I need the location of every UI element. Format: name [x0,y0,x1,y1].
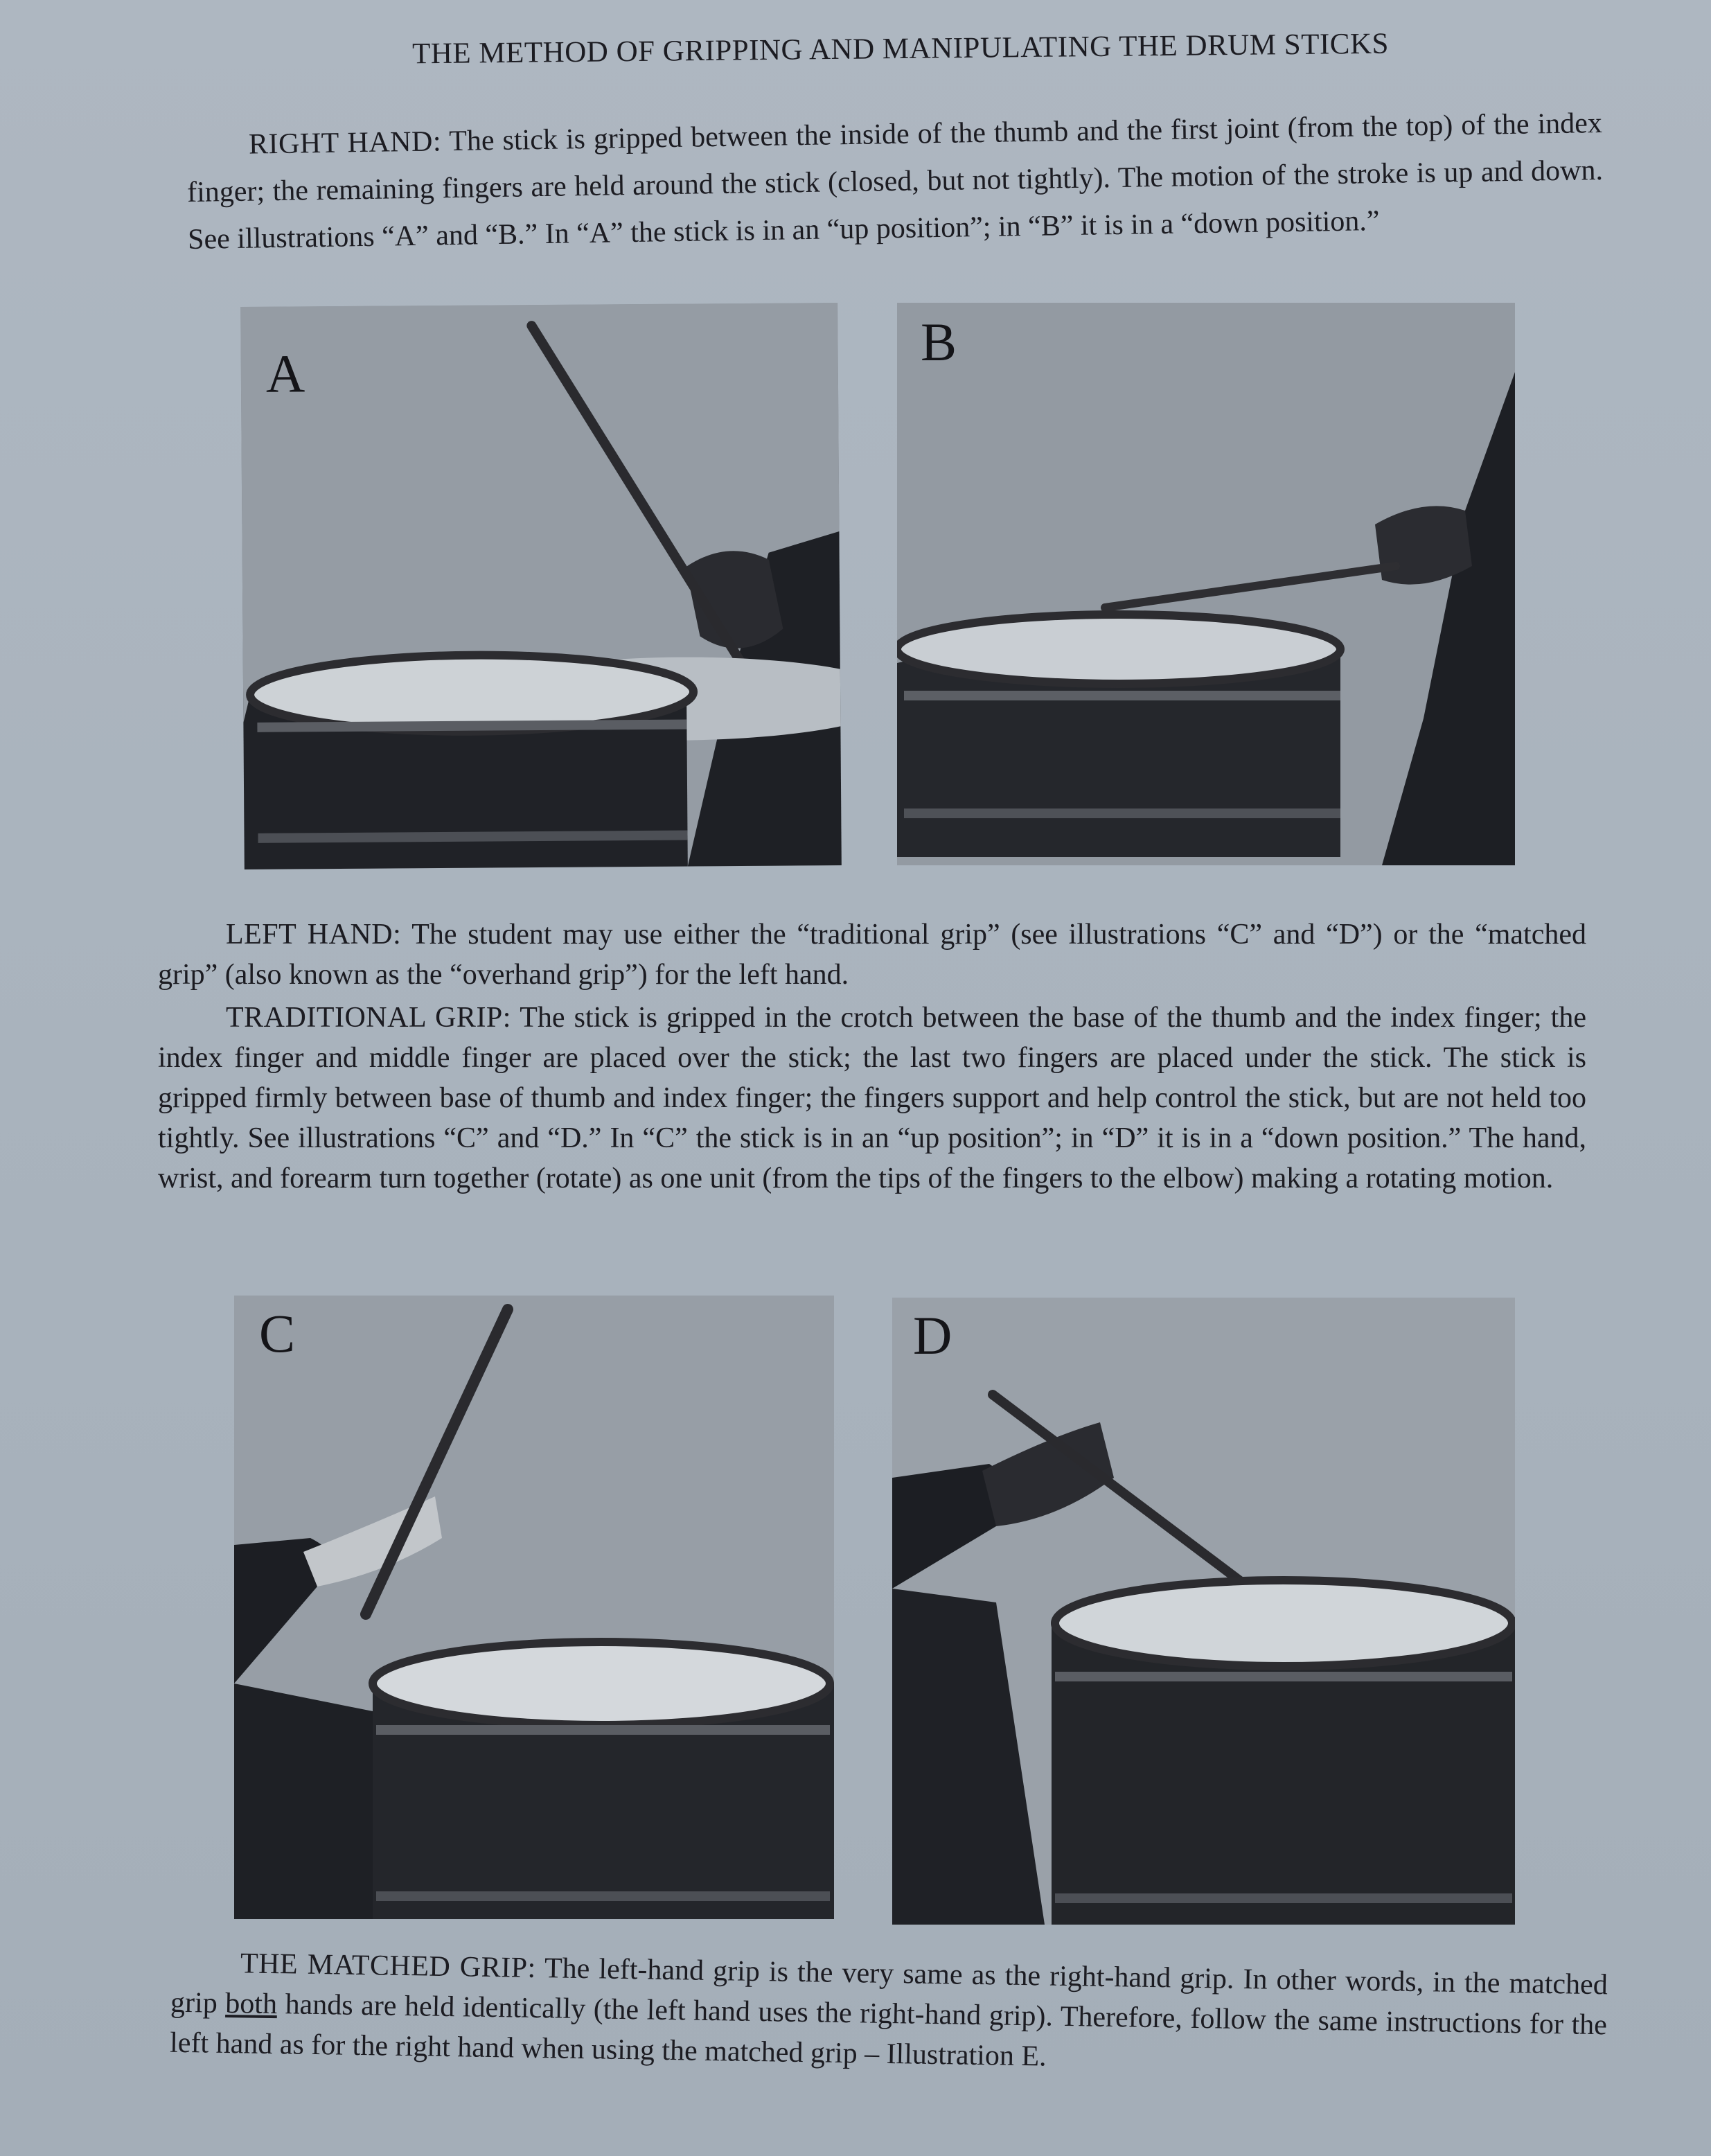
matched-grip-text-before: The left-hand grip is the very same as the right-hand grip. In other words, in the matched grip [170,1952,1608,2020]
matched-grip-heading: THE MATCHED GRIP: [240,1947,537,1984]
right-hand-text: The stick is gripped between the inside of the thumb and the first joint (from the top) of the index finger; the remaining fingers are held around the stick (closed, but not tightly). The motion of the stroke is up and down. See illustrations “A” and “B.” In “A” the stick is in an “up position”; in “B” it is in a “down position.” [186,107,1604,256]
illustration-d-photo [892,1298,1515,1925]
left-hand-heading: LEFT HAND: [226,919,402,951]
page-title: THE METHOD OF GRIPPING AND MANIPULATING THE DRUM STICKS [411,27,1390,71]
illustration-a-photo [240,303,842,869]
traditional-grip-heading: TRADITIONAL GRIP: [226,1002,511,1034]
matched-grip-emphasis: both [225,1987,278,2021]
drum-stick-down-icon [897,303,1515,865]
matched-grip-paragraph [170,1943,1608,2086]
drum-stick-up-icon [240,303,842,869]
matched-grip-text-after: hands are held identically (the left hand uses the right-hand grip). Therefore, follow the same instructions for the left hand as for the right hand when using the matched grip – Illustration E. [169,1988,1608,2073]
drum-traditional-stick-down-icon [892,1298,1515,1925]
illustration-b-label: B [921,312,957,372]
traditional-grip-paragraph [158,998,1586,1199]
illustration-a-label: A [265,343,305,404]
drum-traditional-stick-up-icon [234,1296,834,1919]
right-hand-heading: RIGHT HAND: [248,125,442,161]
traditional-grip-text: The stick is gripped in the crotch between the base of the thumb and the index finger; the index finger and middle finger are placed over the stick; the last two fingers are placed under the stick. The stick is gripped firmly between base of thumb and index finger; the fingers support and help control the stick, but are not held too tightly. See illustrations “C” and “D.” In “C” the stick is in an “up position”; in “D” it is in a “down position.” The hand, wrist, and forearm turn together (rotate) as one unit (from the tips of the fingers to the elbow) making a rotating motion. [158,1002,1586,1194]
left-hand-text: The student may use either the “traditional grip” (see illustrations “C” and “D”) or the “matched grip” (also known as the “overhand grip”) for the left hand. [158,919,1586,991]
illustration-d-label: D [913,1305,952,1366]
illustration-c-photo [234,1296,834,1919]
illustration-b-photo [897,303,1515,865]
illustration-c-label: C [259,1303,296,1363]
right-hand-paragraph [186,100,1604,263]
left-hand-paragraph [158,914,1586,995]
